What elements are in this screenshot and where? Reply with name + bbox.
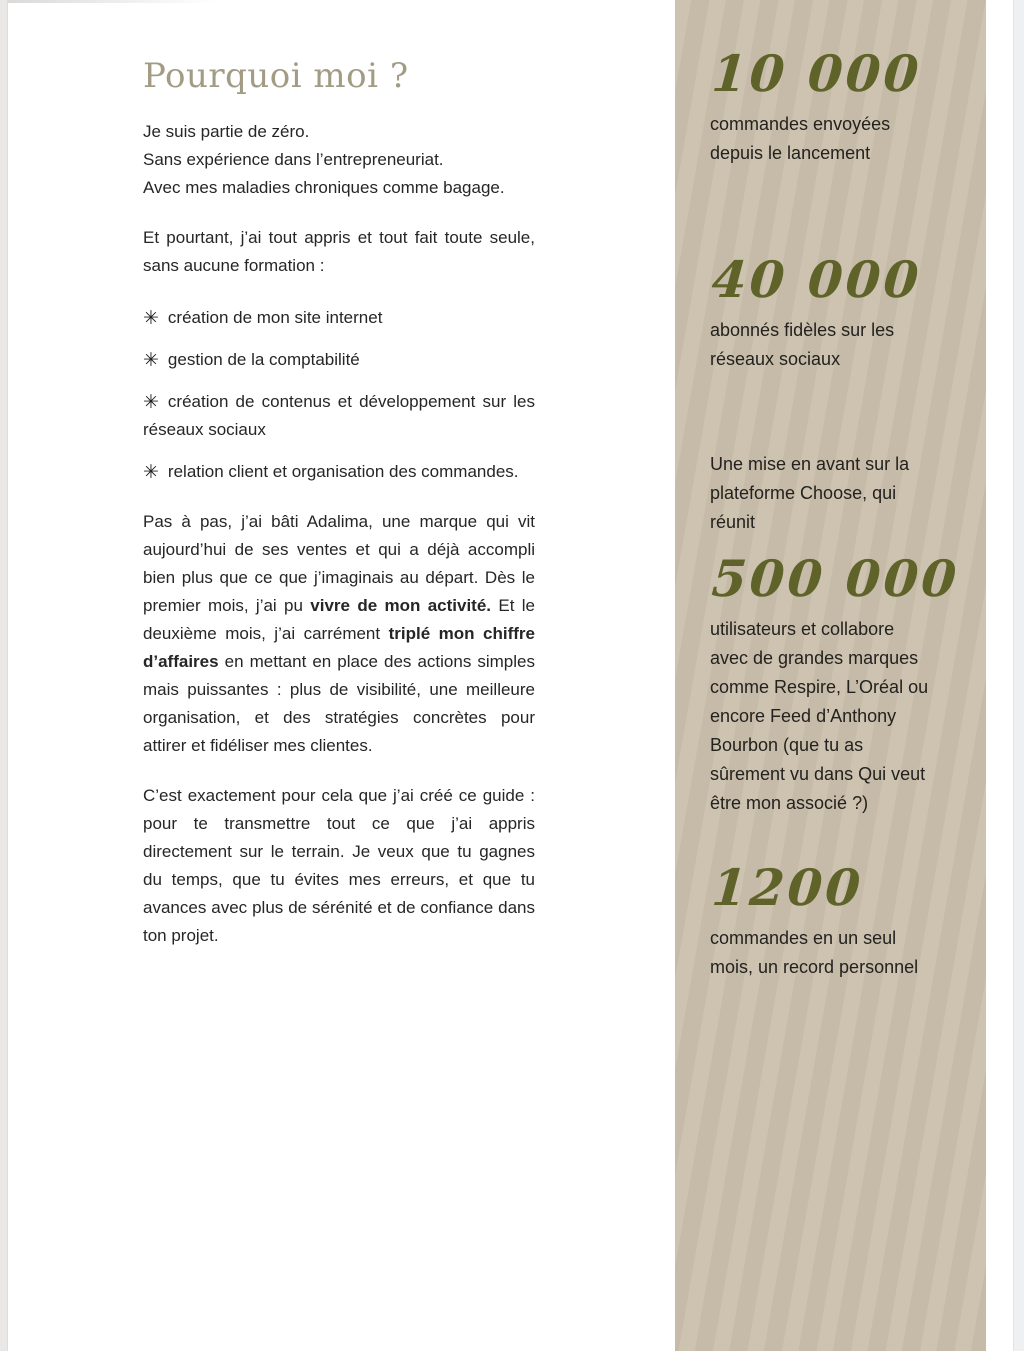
main-text-column <box>143 56 535 950</box>
intro-paragraph <box>143 118 535 202</box>
stat-number: 1200 <box>709 858 866 917</box>
emphasis-text: triplé mon chiffre d’affaires <box>143 624 535 671</box>
viewer-left-edge <box>0 0 8 1351</box>
viewer-top-shadow <box>8 0 218 3</box>
stat-choose-platform <box>709 450 962 818</box>
list-item <box>143 346 535 374</box>
intro-line: Avec mes maladies chroniques comme bagage. <box>143 178 505 197</box>
list-item-text: gestion de la comptabilité <box>167 350 360 369</box>
star-icon: ✳ <box>143 308 159 329</box>
list-item-text: création de contenus et développement sur les réseaux sociaux <box>143 392 535 439</box>
stat-number: 10 000 <box>709 44 924 103</box>
story-text: Pas à pas, j’ai bâti Adalima, une marque qui vit aujourd’hui de ses ventes et qui a déjà accompli bien plus que ce que j’imaginais au départ. Dès le premier mois, j’ai pu <box>143 512 535 615</box>
skills-list <box>143 304 535 486</box>
star-icon: ✳ <box>143 392 159 413</box>
stat-caption: commandes en un seul mois, un record personnel <box>710 928 919 977</box>
list-item <box>143 458 535 486</box>
stats-sidebar <box>675 0 986 1351</box>
story-text: Et le deuxième mois, j’ai carrément <box>143 596 535 643</box>
stat-caption: commandes envoyées depuis le lancement <box>710 114 891 163</box>
list-item <box>143 388 535 444</box>
stat-caption: utilisateurs et collabore avec de grandes marques comme Respire, L’Oréal ou encore Feed d’Anthony Bourbon (que tu as sûrement vu dans Qui veut être mon associé ?) <box>710 619 929 813</box>
emphasis-text: vivre de mon activité. <box>310 596 492 615</box>
stat-intro: Une mise en avant sur la plateforme Choose, qui réunit <box>710 454 910 532</box>
paragraph-story <box>143 508 535 760</box>
story-text: en mettant en place des actions simples mais puissantes : plus de visibilité, une meilleure organisation, et des stratégies concrètes pour attirer et fidéliser mes clientes. <box>143 652 535 755</box>
stat-caption: abonnés fidèles sur les réseaux sociaux <box>710 320 895 369</box>
intro-line: Sans expérience dans l’entrepreneuriat. <box>143 150 444 169</box>
paragraph-learning: Et pourtant, j’ai tout appris et tout fait toute seule, sans aucune formation : <box>143 228 535 275</box>
list-item <box>143 304 535 332</box>
stat-monthly-record <box>710 860 956 982</box>
paragraph-guide-purpose: C’est exactement pour cela que j’ai créé ce guide : pour te transmettre tout ce que j’ai appris directement sur le terrain. Je veux que tu gagnes du temps, que tu évites mes erreurs, et que tu avances avec plus de sérénité et de confiance dans ton projet. <box>143 786 535 945</box>
list-item-text: création de mon site internet <box>167 308 383 327</box>
list-item-text: relation client et organisation des commandes. <box>167 462 519 481</box>
stat-number: 500 000 <box>709 549 962 608</box>
stat-orders-total <box>710 46 956 168</box>
star-icon: ✳ <box>143 350 159 371</box>
stat-followers <box>710 252 956 374</box>
viewer-right-edge <box>1013 0 1024 1351</box>
star-icon: ✳ <box>143 462 159 483</box>
page-title: Pourquoi moi ? <box>143 56 409 96</box>
stat-number: 40 000 <box>709 250 924 309</box>
intro-line: Je suis partie de zéro. <box>143 122 310 141</box>
